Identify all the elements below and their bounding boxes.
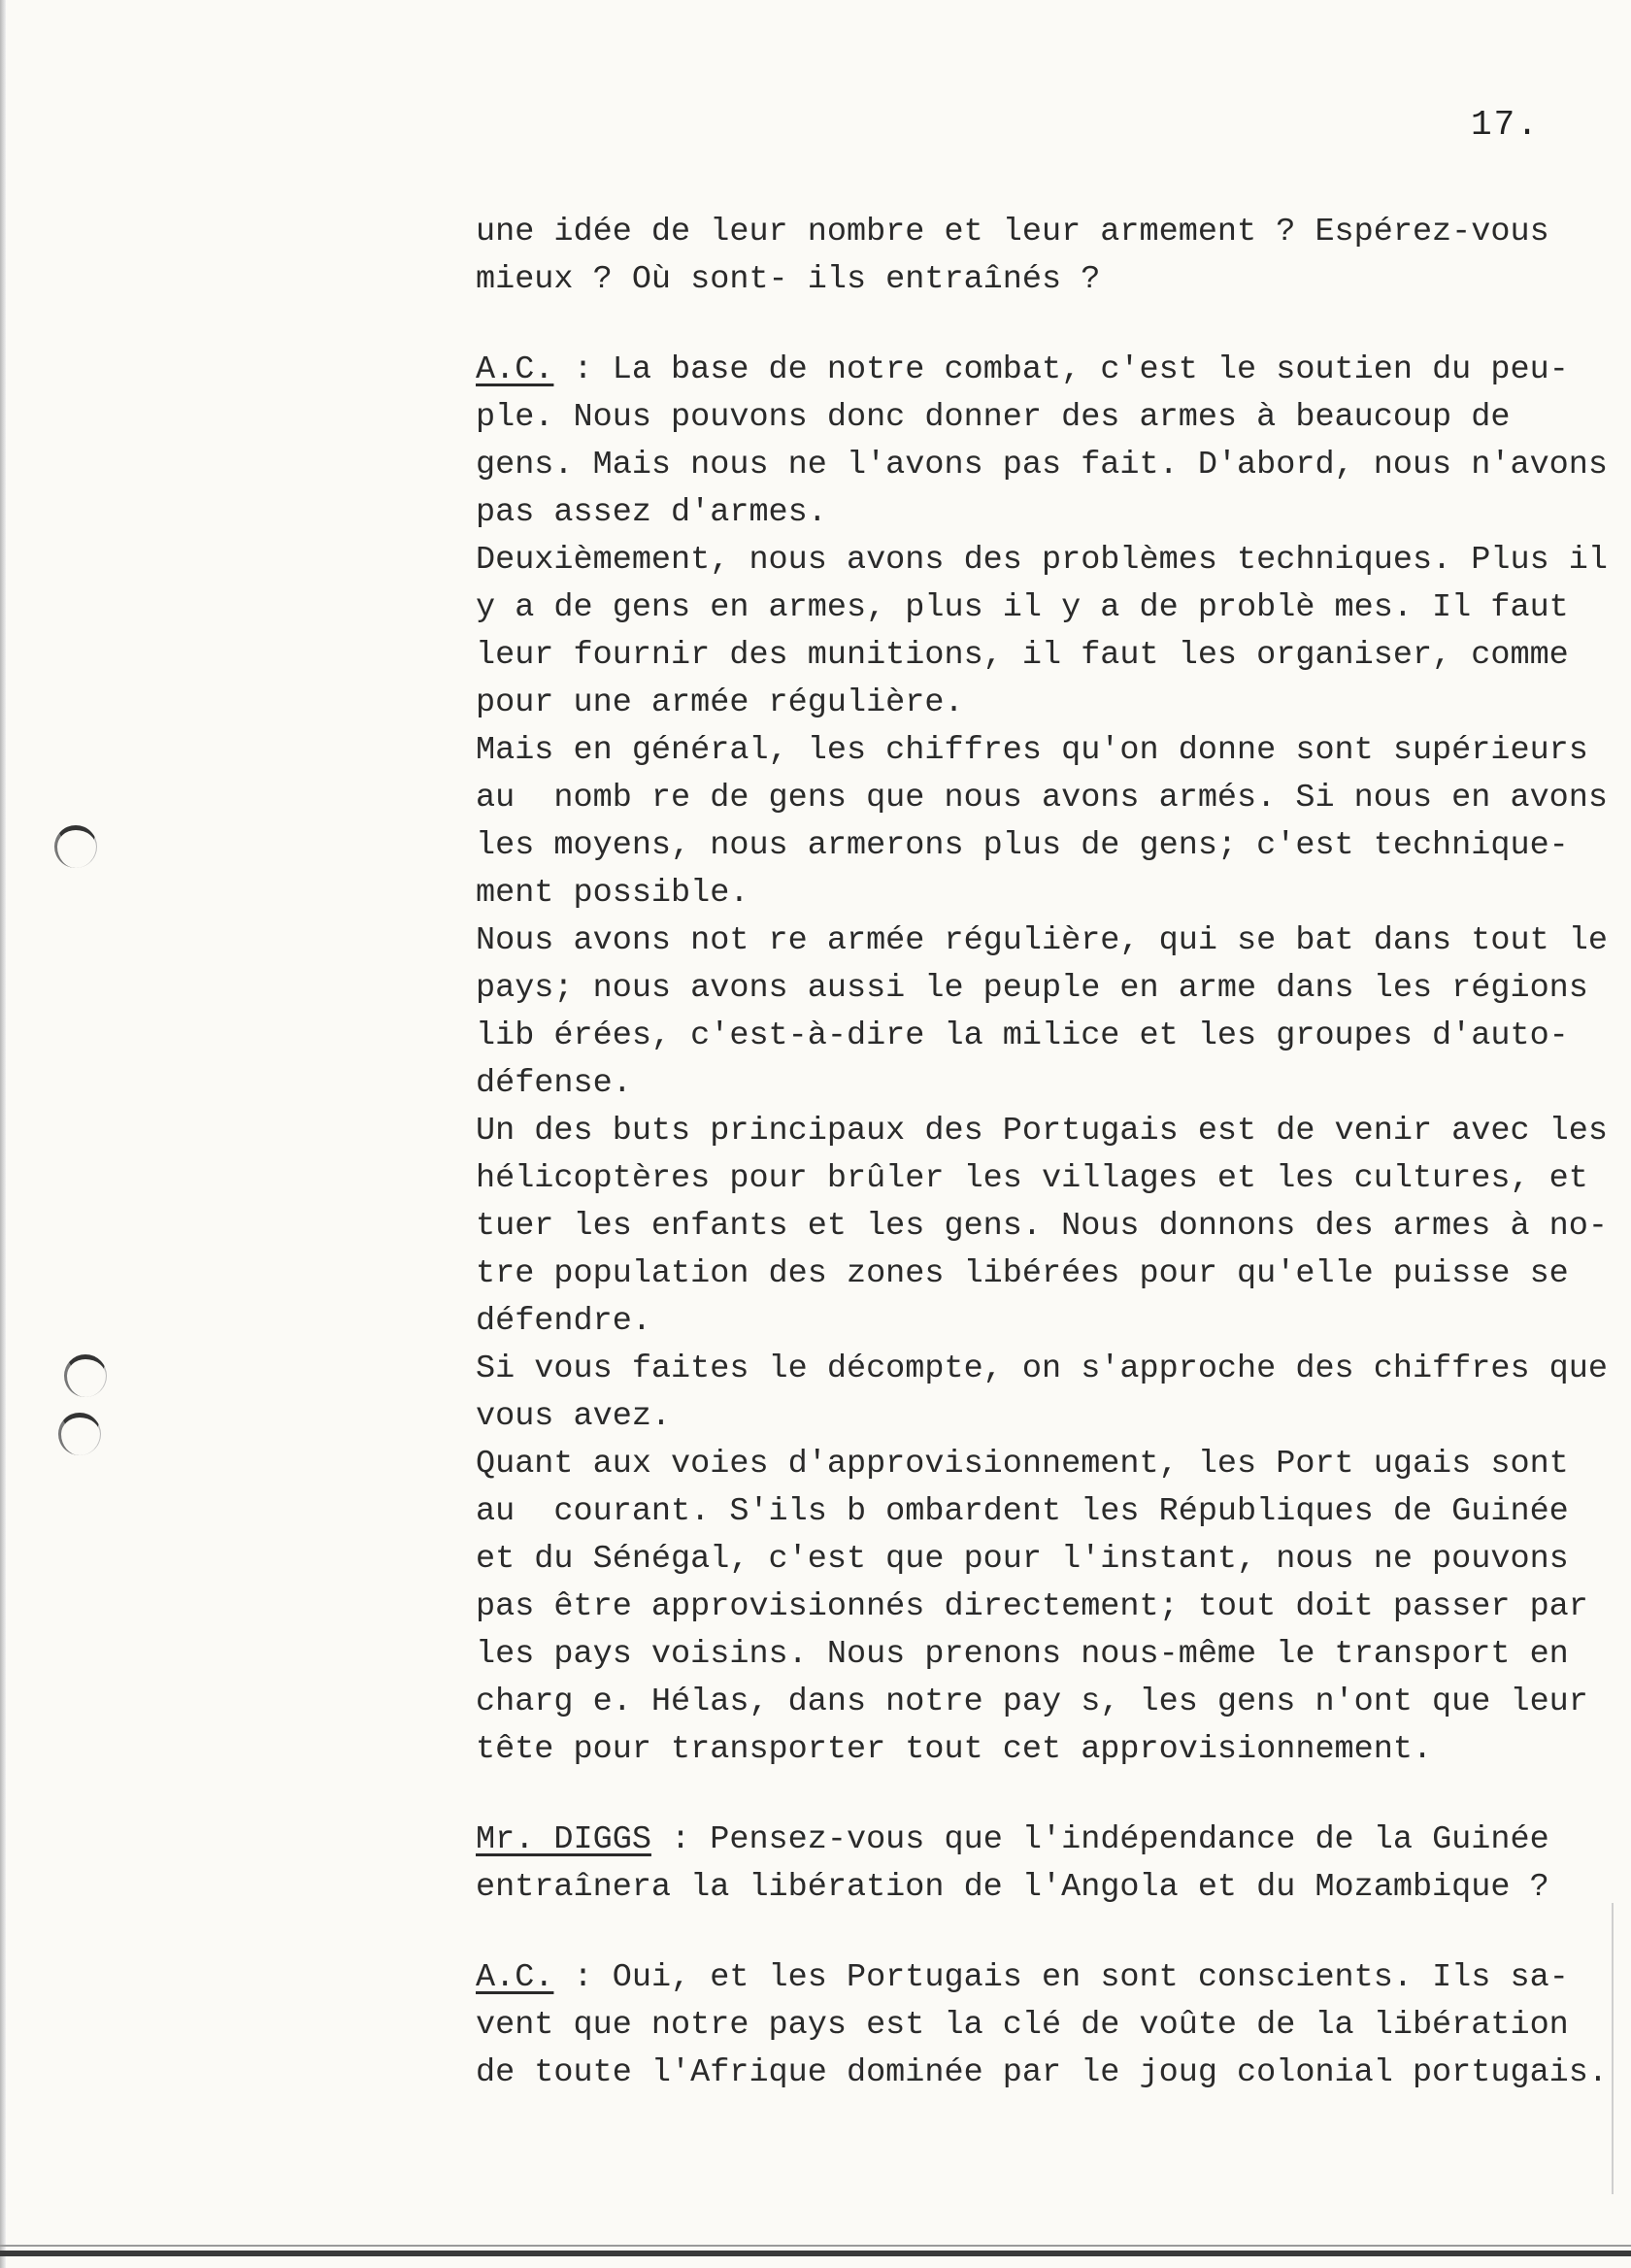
line-text: gens. Mais nous ne l'avons pas fait. D'abord, nous n'avons	[476, 447, 1608, 484]
speaker-label: Mr. DIGGS	[476, 1821, 651, 1858]
text-line	[476, 965, 1621, 1013]
bottom-rule	[0, 2251, 1631, 2256]
page-number: 17.	[1471, 105, 1540, 145]
line-text: pas être approvisionnés directement; tout doit passer par	[476, 1588, 1588, 1625]
text-line	[476, 489, 1621, 537]
line-text: mieux ? Où sont- ils entraînés ?	[476, 261, 1101, 298]
line-text: au courant. S'ils b ombardent les Républiques de Guinée	[476, 1493, 1569, 1530]
text-line	[476, 680, 1621, 727]
line-text: y a de gens en armes, plus il y a de problè mes. Il faut	[476, 589, 1569, 626]
line-text: tête pour transporter tout cet approvisionnement.	[476, 1731, 1433, 1768]
text-line	[476, 1060, 1621, 1108]
text-line	[476, 1155, 1621, 1203]
line-text: Mais en général, les chiffres qu'on donne sont supérieurs	[476, 732, 1588, 769]
text-line	[476, 1679, 1621, 1726]
line-text: vous avez.	[476, 1398, 672, 1435]
text-line	[476, 347, 1621, 394]
line-text: hélicoptères pour brûler les villages et les cultures, et	[476, 1160, 1588, 1197]
line-text: tre population des zones libérées pour qu'elle puisse se	[476, 1255, 1569, 1292]
bottom-rule-light	[0, 2245, 1631, 2247]
text-line	[476, 632, 1621, 680]
text-line	[476, 1346, 1621, 1393]
text-line	[476, 1251, 1621, 1298]
line-text: au nomb re de gens que nous avons armés. Si nous en avons	[476, 780, 1608, 817]
line-text: : Oui, et les Portugais en sont conscients. Ils sa-	[553, 1959, 1569, 1996]
body-text	[476, 209, 1621, 2097]
text-line	[476, 822, 1621, 870]
text-line	[476, 2050, 1621, 2097]
text-line	[476, 537, 1621, 584]
page-right-edge	[1612, 1903, 1614, 2194]
paragraph	[476, 1954, 1621, 2097]
line-text: Si vous faites le décompte, on s'approche des chiffres que	[476, 1351, 1608, 1387]
binder-hole-top	[54, 825, 97, 868]
line-text: défense.	[476, 1065, 632, 1102]
paragraph	[476, 209, 1621, 304]
speaker-label: A.C.	[476, 351, 554, 388]
line-text: pour une armée régulière.	[476, 684, 964, 721]
line-text: les moyens, nous armerons plus de gens; c'est technique-	[476, 827, 1569, 864]
line-text: tuer les enfants et les gens. Nous donnons des armes à no-	[476, 1208, 1608, 1245]
text-line	[476, 1393, 1621, 1441]
text-line	[476, 1298, 1621, 1346]
line-text: Un des buts principaux des Portugais est de venir avec les	[476, 1113, 1608, 1150]
text-line	[476, 1013, 1621, 1060]
text-line	[476, 1203, 1621, 1251]
line-text: vent que notre pays est la clé de voûte de la libération	[476, 2007, 1569, 2044]
paragraph	[476, 1817, 1621, 1912]
line-text: entraînera la libération de l'Angola et du Mozambique ?	[476, 1869, 1549, 1906]
text-line	[476, 1108, 1621, 1155]
line-text: ment possible.	[476, 875, 749, 912]
text-line	[476, 442, 1621, 489]
text-line	[476, 870, 1621, 917]
line-text: Nous avons not re armée régulière, qui se bat dans tout le	[476, 922, 1608, 959]
page-left-edge	[0, 0, 6, 2268]
line-text: Quant aux voies d'approvisionnement, les Port ugais sont	[476, 1446, 1569, 1483]
binder-hole-bottom	[58, 1413, 101, 1455]
text-line	[476, 1584, 1621, 1631]
text-line	[476, 1441, 1621, 1488]
line-text: : Pensez-vous que l'indépendance de la Guinée	[650, 1821, 1549, 1858]
text-line	[476, 256, 1621, 304]
text-line	[476, 1817, 1621, 1864]
paragraph	[476, 347, 1621, 1774]
text-line	[476, 1631, 1621, 1679]
line-text: ple. Nous pouvons donc donner des armes à beaucoup de	[476, 399, 1511, 436]
text-line	[476, 1954, 1621, 2002]
text-line	[476, 1488, 1621, 1536]
line-text: pays; nous avons aussi le peuple en arme dans les régions	[476, 970, 1588, 1007]
line-text: : La base de notre combat, c'est le soutien du peu-	[553, 351, 1569, 388]
line-text: une idée de leur nombre et leur armement ? Espérez-vous	[476, 214, 1549, 250]
text-line	[476, 727, 1621, 775]
text-line	[476, 2002, 1621, 2050]
line-text: défendre.	[476, 1303, 651, 1340]
text-line	[476, 1726, 1621, 1774]
line-text: lib érées, c'est-à-dire la milice et les groupes d'auto-	[476, 1017, 1569, 1054]
text-line	[476, 1536, 1621, 1584]
line-text: charg e. Hélas, dans notre pay s, les gens n'ont que leur	[476, 1684, 1588, 1720]
line-text: leur fournir des munitions, il faut les organiser, comme	[476, 637, 1569, 674]
speaker-label: A.C.	[476, 1959, 554, 1996]
text-line	[476, 775, 1621, 822]
text-line	[476, 1864, 1621, 1912]
line-text: pas assez d'armes.	[476, 494, 827, 531]
line-text: de toute l'Afrique dominée par le joug colonial portugais.	[476, 2054, 1608, 2091]
line-text: les pays voisins. Nous prenons nous-même le transport en	[476, 1636, 1569, 1673]
text-line	[476, 917, 1621, 965]
binder-hole-middle	[64, 1354, 107, 1397]
text-line	[476, 209, 1621, 256]
line-text: Deuxièmement, nous avons des problèmes techniques. Plus il	[476, 542, 1608, 579]
text-line	[476, 584, 1621, 632]
line-text: et du Sénégal, c'est que pour l'instant, nous ne pouvons	[476, 1541, 1569, 1578]
text-line	[476, 394, 1621, 442]
